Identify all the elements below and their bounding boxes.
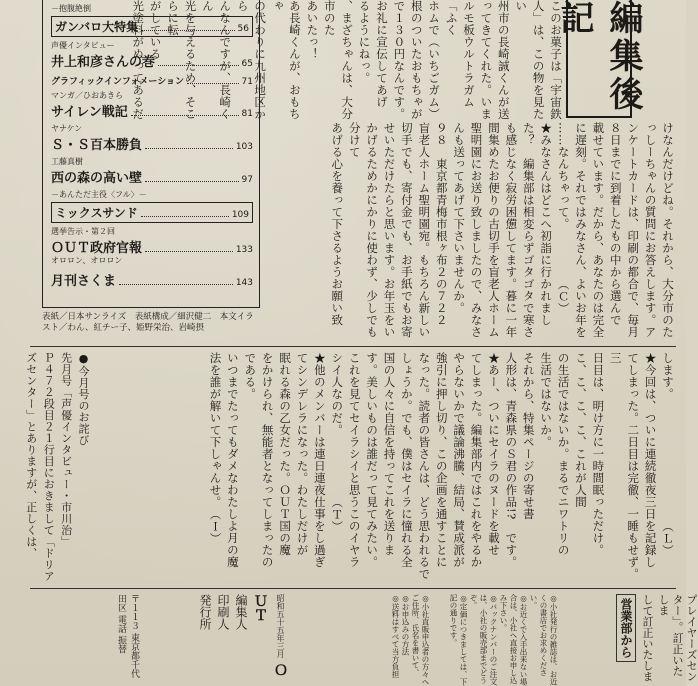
- text-line: っしーちゃんの質問にお答えします。ア: [643, 122, 658, 338]
- toc-item-subtitle: －あんただ主役〈フル〉－: [51, 190, 147, 199]
- text-line: ◎お申込みの方法: [401, 594, 410, 656]
- text-line: します。 （Ｌ）: [661, 352, 675, 557]
- toc-item-title: 井上和彦さんの巻: [51, 55, 156, 70]
- text-line: の生活ではないか。まるでニワトリの: [556, 352, 571, 556]
- toc-item: [51, 190, 253, 223]
- text-line: ★みなさんはどこへ初詣に行かれまし: [539, 122, 554, 326]
- toc-leader-dots: [145, 142, 233, 149]
- text-line: けなんだけどね。それから、大分市のた: [661, 122, 675, 338]
- text-line: 先月号「声優インタビュー・市川治」: [59, 352, 73, 548]
- toc-item-page: 65: [241, 59, 253, 69]
- colophon-date: 昭和五十五年三月: [276, 594, 285, 658]
- text-line: それから、特集ページの寄せ書: [521, 352, 536, 520]
- toc-item: [51, 227, 253, 266]
- toc-item-page: 133: [235, 245, 253, 255]
- text-line: ８日までに到着したもの中から選んで: [608, 122, 623, 326]
- text-line: しょうか。でも、僕はセイラに憧れる全: [399, 352, 414, 568]
- text-line: 、まざちゃんは、大分市のた: [322, 0, 355, 120]
- bottom-divider: [30, 588, 676, 589]
- toc-leader-dots: [145, 245, 233, 252]
- text-line: た？ 編集部は相変らずゴタゴタで寒さ: [521, 122, 536, 338]
- text-line: なった。読者の皆さんは、どう思われるで: [417, 352, 432, 580]
- text-line: ★今回は、ついに連続徹夜三日を記録し: [643, 352, 658, 568]
- toc-item-title: ミックスサンド: [55, 206, 138, 220]
- text-line: ◎小社直販申込者の方々へ: [421, 594, 430, 686]
- text-line: ルモ板ウルトラガム「ふく: [444, 0, 476, 108]
- toc-item-title: 西の森の高い壁: [51, 171, 143, 186]
- toc-item-title: Ｓ・Ｓ百本勝負: [51, 138, 143, 153]
- colophon-role: 印刷人: [216, 594, 230, 630]
- publisher-address: 〒１１３ 東京都千代田区 電話 振替: [116, 594, 139, 678]
- text-line: も感じなく寂労困憊してます。暮に一年: [504, 122, 519, 338]
- toc-item-title: 月刊さくま: [51, 274, 117, 289]
- toc-item-page: 103: [235, 142, 253, 152]
- toc-item: [51, 270, 253, 289]
- text-line: 盲老人ホーム聖明園宛。もちろん新しい: [417, 122, 432, 338]
- text-line: このお菓子は「宇宙鉄: [549, 0, 563, 120]
- text-line: シイ人なのだ。 （Ｔ）: [330, 352, 345, 533]
- colophon-role: 発行所: [198, 594, 212, 630]
- toc-item-page: 81: [241, 109, 253, 119]
- colophon-role: 編集人: [234, 594, 248, 630]
- text-line: 光を与えるため、そこらに転: [166, 0, 198, 120]
- text-line: てシンデレラになった。わたしだけが: [295, 352, 310, 556]
- text-line: をかけられ、無能者となってしまったの: [260, 352, 275, 568]
- text-line: ◎お近くで入手出来ない場合は、小社へ直接お申し込み下さい。: [499, 594, 528, 686]
- sales-lines: [436, 594, 558, 686]
- text-line: で１３０円なんです。: [392, 0, 407, 120]
- text-line: ●今月号のお詫び: [77, 352, 90, 446]
- text-line: がしている: [148, 0, 163, 60]
- toc-item-title: サイレン戦記: [51, 105, 128, 120]
- text-line: 人形は、青森県のＳ君の作品!? です。: [504, 352, 519, 568]
- apology-notice: [26, 352, 92, 582]
- text-line: ってきてくれた。いま: [479, 0, 494, 120]
- header-title: 編集後記: [554, 0, 643, 114]
- sales-title: 営業部から: [616, 594, 636, 662]
- toc-item-page: 71: [241, 77, 253, 87]
- text-line: 生活ではないか。: [539, 352, 554, 448]
- colophon: [150, 594, 290, 686]
- sales-section: [560, 594, 636, 686]
- toc-item-subtitle: －抱腹絶倒: [51, 4, 91, 13]
- toc-item-title: ＯＵＴ政府官報: [51, 241, 143, 256]
- text-line: 州市の長崎誠くんが送: [496, 0, 511, 120]
- toc-leader-dots: [145, 175, 239, 182]
- text-line: に遅刻。それではみなさん、よいお年を: [573, 122, 588, 338]
- toc-item-title: グラフィックインフォメーション: [51, 77, 185, 87]
- correction-note: プレイヤーズセンター」。訂正いたしま: [657, 594, 698, 682]
- toc-leader-dots: [119, 278, 233, 285]
- text-line: かげるためかにかりに使わず、少しでも分けて: [347, 122, 380, 338]
- text-line: ◎バックナンバーのご注文は、小社の販売部までどうぞ。: [469, 594, 498, 686]
- text-line: てしまった。二日目は完徹、一睡もせず。三: [608, 352, 641, 580]
- text-line: Ｐ４７２段目２１行目におきまして「ドリア: [42, 352, 56, 582]
- text-line: るようにねっ。: [357, 0, 372, 84]
- text-line: てしまった。編集部内ではこれをやるか: [469, 352, 484, 568]
- toc-leader-dots: [141, 210, 229, 217]
- toc-item: [51, 124, 253, 153]
- text-line: 間集めたお便りの古切手を盲老人ホーム: [486, 122, 501, 338]
- text-line: 日目は、明け方に一時間眠っただけ。: [591, 352, 606, 556]
- text-line: ご住所、氏名を書いて、: [411, 594, 420, 677]
- postscript-column-lower: [92, 352, 676, 582]
- text-line: 聖明園にお送り致しましたので、みなさ: [469, 122, 484, 338]
- toc-item-page: 56: [237, 24, 249, 34]
- text-line: お礼に宣伝してあげ: [374, 0, 389, 108]
- text-line: せいただけたらと思います。お年玉をい: [382, 122, 397, 338]
- text-line: 光塗料がぬってあるだ: [131, 0, 146, 120]
- order-info: [300, 594, 430, 686]
- toc-item-subtitle: 工藤真樹: [51, 157, 83, 166]
- correction-note-2: して訂正いたしま: [641, 594, 654, 682]
- colophon-roles: [196, 594, 250, 686]
- text-line: あげる心を養って下さるようお願い致: [330, 122, 345, 326]
- text-line: 強引に押し切り、この企画を通すことに: [434, 352, 449, 568]
- column-divider: [30, 346, 676, 347]
- text-line: 法を誰が解いて下しゃんせ。 （Ｉ）: [208, 352, 223, 545]
- text-line: 眠れる森の乙女だった。ＯＵＴ国の魔: [278, 352, 293, 556]
- toc-item-page: 97: [241, 175, 253, 185]
- text-line: ★他のメンバーは連日連夜仕事をし過ぎ: [312, 352, 327, 568]
- text-line: これを見てセイラシイと思うこのイヤラ: [347, 352, 362, 568]
- toc-item: [51, 157, 253, 186]
- text-line: ★あー、ついにセイラのヌードを載せ: [486, 352, 501, 556]
- text-line: んも送ってあげて下さいませんか。: [452, 122, 467, 314]
- toc-item-title: ガンバロ大特集: [55, 20, 139, 34]
- text-line: ９８ 東京都青梅市根ヶ布２の７２２: [434, 122, 449, 326]
- text-line: やらないかで議論沸騰、結局、賛成派が: [452, 352, 467, 568]
- text-line: いつまでたってもダメなわたしよ月の魔: [225, 352, 240, 568]
- text-line: ……なんちゃって。 （Ｃ）: [556, 122, 571, 315]
- text-line: んなんですが、長崎くん: [200, 0, 233, 120]
- text-line: こ、こ、こ、こ、これが人間: [573, 352, 588, 508]
- toc-credits: 表紙／日本サンライズ 表紙構成／細沢健二 本文イラスト／わん、紅チー子、姫野栄治、岩崎摂: [42, 312, 254, 333]
- text-line: ◎定価につきましては、下記の通りです。: [449, 594, 468, 686]
- toc-item-subtitle: マンガ／ひおあきら: [51, 91, 123, 100]
- text-line: 切手でも、寄付金でも、お手紙でもお寄: [399, 122, 414, 338]
- toc-item-page: 109: [231, 210, 249, 220]
- toc-item-subtitle: 選挙告示・第２回: [51, 227, 115, 236]
- text-line: ◎送料はすべて当方負担: [391, 594, 400, 678]
- text-line: ◎小社発行の雑誌は、お近くの書店でお求めください。: [529, 594, 558, 686]
- text-line: ホムで（いちごガム）: [427, 0, 442, 120]
- postscript-column-middle: [264, 122, 676, 344]
- text-line: あ長崎くんが、おもちゃ: [270, 0, 302, 120]
- toc-item-note: オロロン、オロロン: [51, 256, 123, 265]
- text-line: ンケートカードは、印刷の都合で、毎月: [626, 122, 641, 338]
- text-line: の代わりに九州地区から: [235, 0, 268, 120]
- text-line: 載せています。だから、あなたのは完全: [591, 122, 606, 338]
- text-line: ズセンター」とありますが、正しくは、: [24, 352, 38, 559]
- text-line: す。美しいものは誰だって見てみたい。: [365, 352, 380, 568]
- toc-item-subtitle: ヤナケン: [51, 124, 83, 133]
- text-line: 人」は、この物を見たい: [514, 0, 546, 120]
- text-line: 国の人々に自信を持ってこれを送りま: [382, 352, 397, 556]
- toc-item-subtitle: 声優インタビュー: [51, 41, 115, 50]
- text-line: である。: [243, 352, 258, 400]
- text-line: あいたっ！: [305, 0, 320, 60]
- toc-item-page: 143: [235, 278, 253, 288]
- text-line: 根のついたおもちゃが: [409, 0, 424, 120]
- colophon-title: ＯＵＴ: [252, 594, 288, 678]
